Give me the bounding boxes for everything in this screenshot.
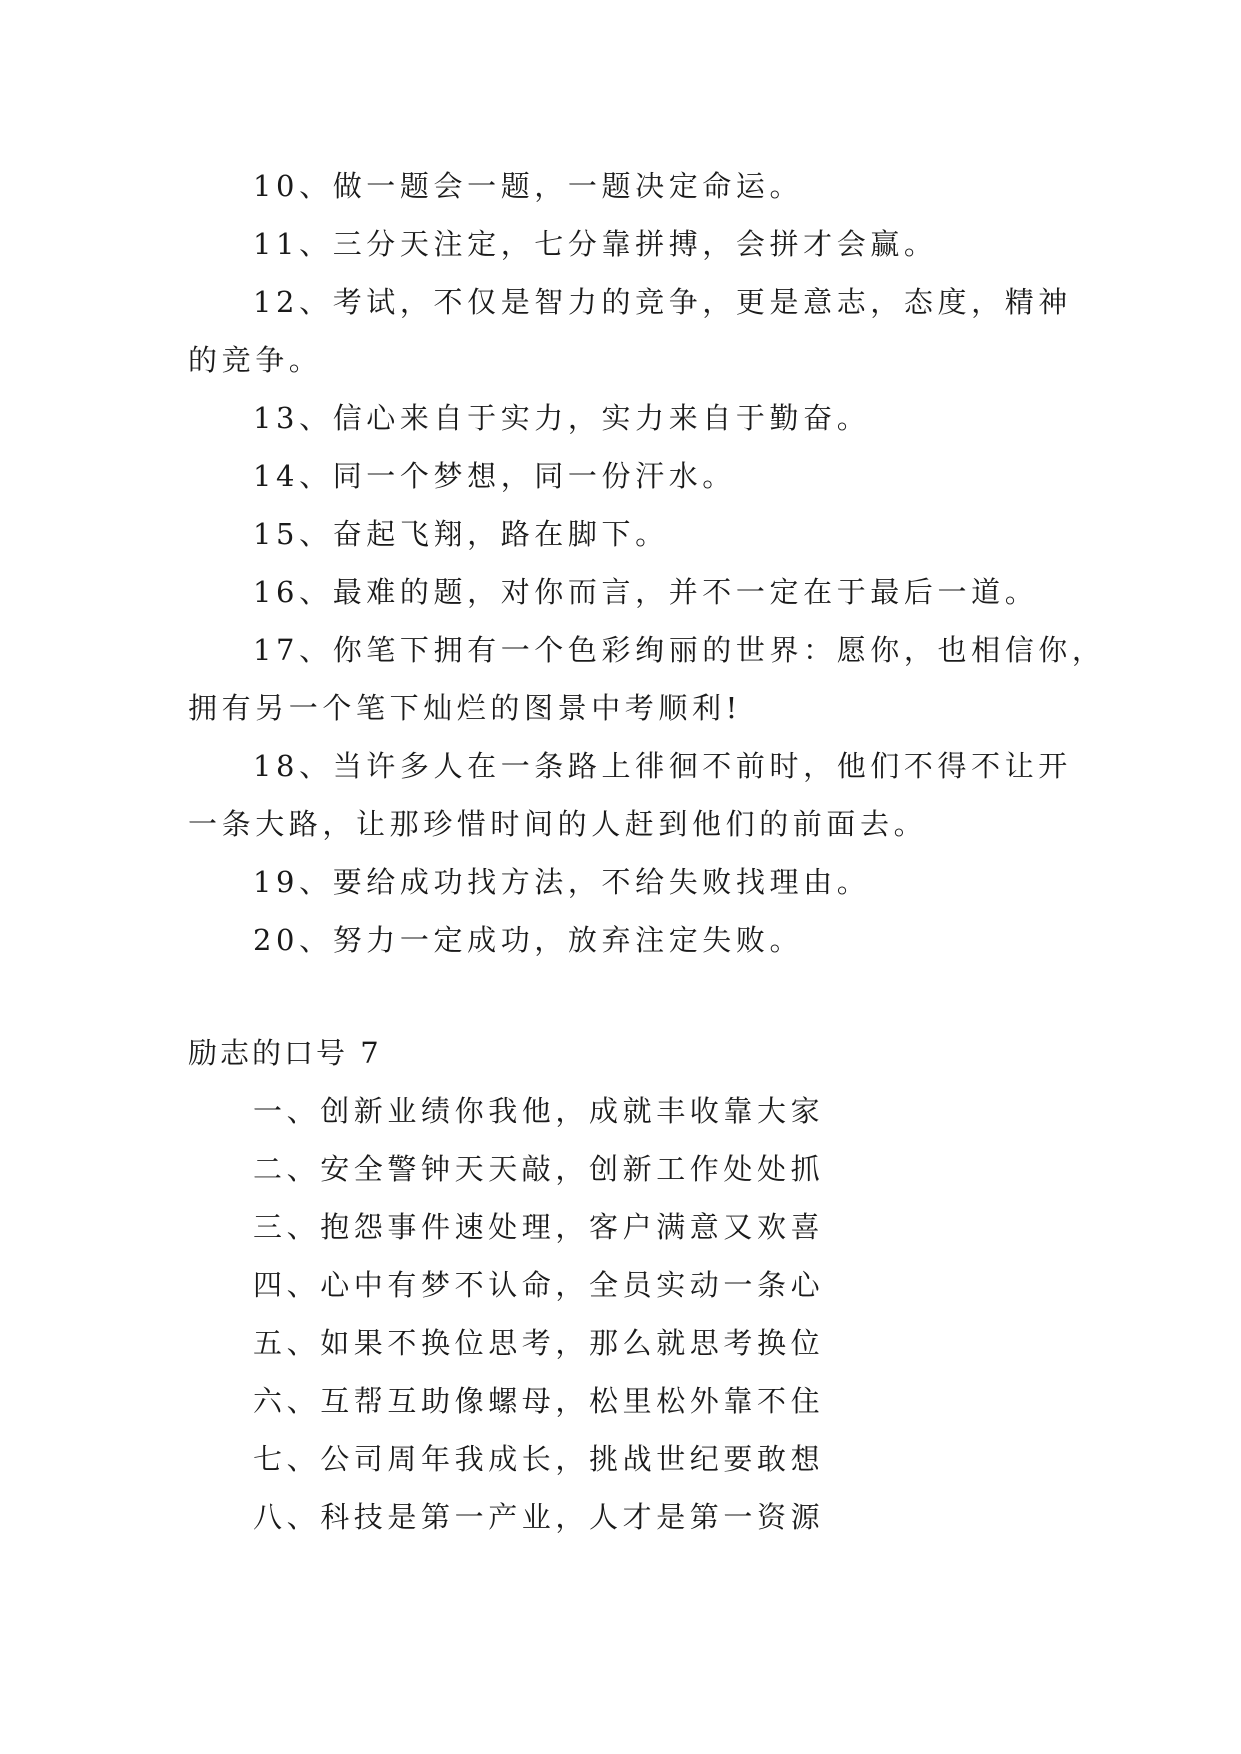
slogan-line-20: 20、努力一定成功，放弃注定失败。 <box>253 923 804 957</box>
slogan-line-18-cont: 一条大路，让那珍惜时间的人赶到他们的前面去。 <box>188 807 928 841</box>
motto-line-2: 二、安全警钟天天敲，创新工作处处抓 <box>253 1152 825 1186</box>
slogan-line-18: 18、当许多人在一条路上徘徊不前时，他们不得不让开 <box>253 749 1072 783</box>
motto-line-3: 三、抱怨事件速处理，客户满意又欢喜 <box>253 1210 825 1244</box>
motto-line-1: 一、创新业绩你我他，成就丰收靠大家 <box>253 1094 825 1128</box>
slogan-line-16: 16、最难的题，对你而言，并不一定在于最后一道。 <box>253 575 1039 609</box>
motto-line-5: 五、如果不换位思考，那么就思考换位 <box>253 1326 825 1360</box>
slogan-line-17-cont: 拥有另一个笔下灿烂的图景中考顺利! <box>188 691 742 725</box>
slogan-line-12: 12、考试，不仅是智力的竞争，更是意志，态度，精神 <box>253 285 1072 319</box>
slogan-line-13: 13、信心来自于实力，实力来自于勤奋。 <box>253 401 871 435</box>
motto-line-7: 七、公司周年我成长，挑战世纪要敢想 <box>253 1442 825 1476</box>
motto-line-6: 六、互帮互助像螺母，松里松外靠不住 <box>253 1384 825 1418</box>
slogan-line-15: 15、奋起飞翔，路在脚下。 <box>253 517 669 551</box>
slogan-line-11: 11、三分天注定，七分靠拼搏，会拼才会赢。 <box>253 227 938 261</box>
slogan-line-19: 19、要给成功找方法，不给失败找理由。 <box>253 865 871 899</box>
slogan-line-14: 14、同一个梦想，同一份汗水。 <box>253 459 736 493</box>
motto-line-4: 四、心中有梦不认命，全员实动一条心 <box>253 1268 825 1302</box>
section-heading: 励志的口号 7 <box>188 1036 382 1070</box>
slogan-line-12-cont: 的竞争。 <box>188 343 323 377</box>
slogan-line-17: 17、你笔下拥有一个色彩绚丽的世界：愿你，也相信你， <box>253 633 1106 667</box>
motto-line-8: 八、科技是第一产业，人才是第一资源 <box>253 1500 825 1534</box>
slogan-line-10: 10、做一题会一题，一题决定命运。 <box>253 169 804 203</box>
